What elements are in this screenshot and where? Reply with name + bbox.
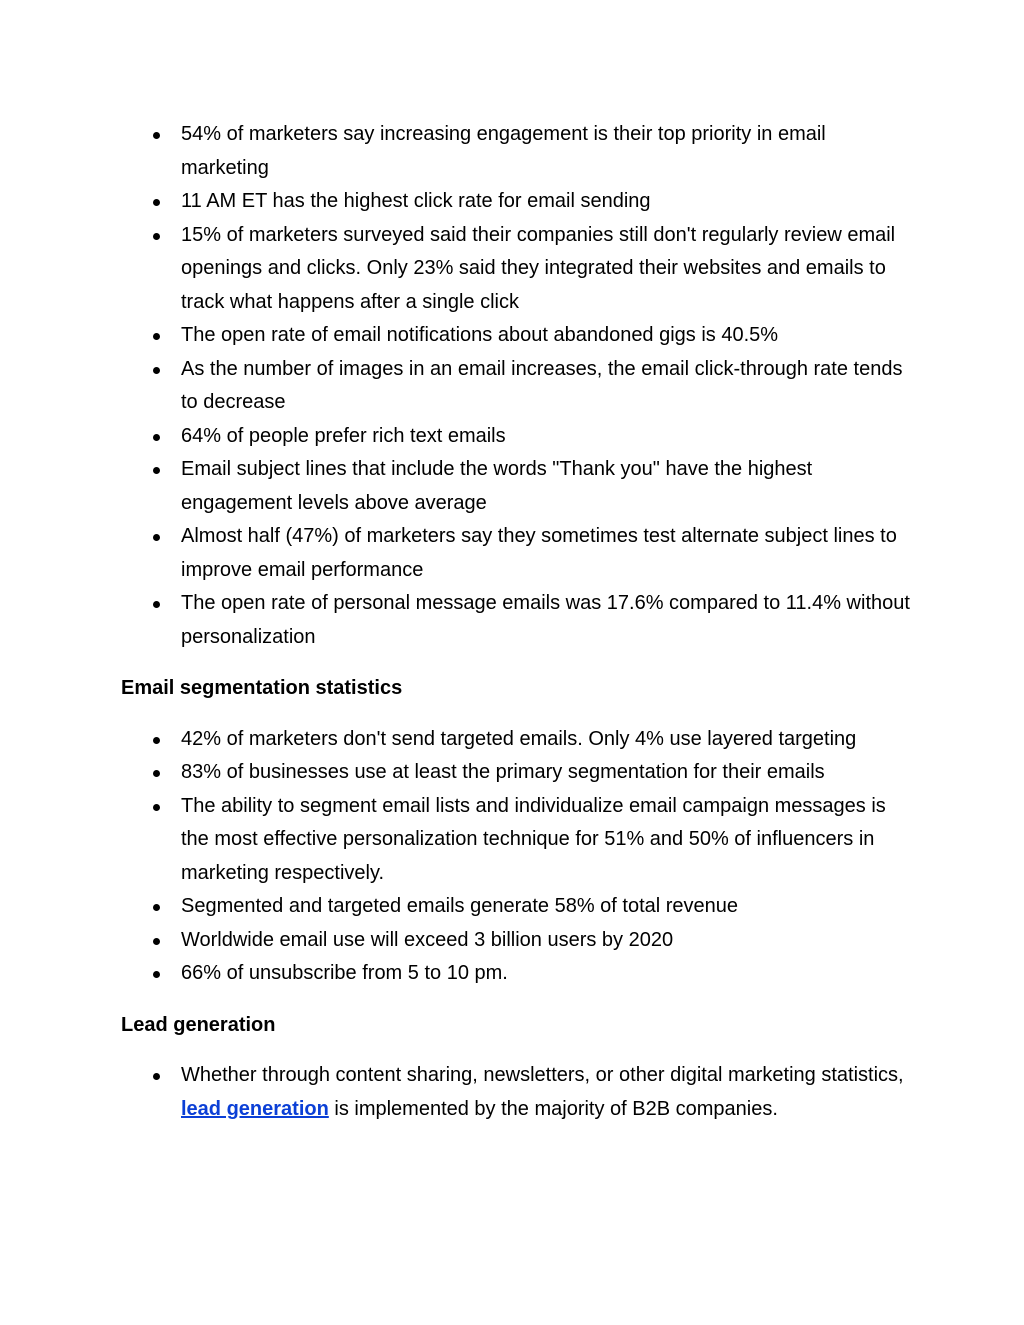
list-item: 83% of businesses use at least the primary segmentation for their emails [121,756,911,790]
section-heading-segmentation: Email segmentation statistics [121,677,403,699]
bullet-icon [153,601,160,608]
list-item: 15% of marketers surveyed said their companies still don't regularly review email openings and clicks. Only 23% said they integrated their websites and emails to track what happens after a single click [121,219,911,320]
stats-list [121,118,911,654]
list-item: Email subject lines that include the words "Thank you" have the highest engagement levels above average [121,453,911,520]
list-item: 64% of people prefer rich text emails [121,420,911,454]
list-item: Almost half (47%) of marketers say they sometimes test alternate subject lines to improve email performance [121,520,911,587]
list-item: Segmented and targeted emails generate 58% of total revenue [121,890,911,924]
segmentation-list [121,723,911,991]
list-item: 66% of unsubscribe from 5 to 10 pm. [121,957,911,991]
bullet-icon [153,534,160,541]
bullet-icon [153,938,160,945]
section-heading-lead-generation: Lead generation [121,1013,276,1036]
bullet-icon [153,467,160,474]
bullet-icon [153,971,160,978]
bullet-icon [153,333,160,340]
document-content [121,118,911,1126]
list-item: 42% of marketers don't send targeted emails. Only 4% use layered targeting [121,723,911,757]
bullet-icon [153,770,160,777]
lead-generation-list [121,1059,911,1126]
list-item: The ability to segment email lists and individualize email campaign messages is the most effective personalization technique for 51% and 50% of influencers in marketing respectively. [121,790,911,891]
lead-generation-link[interactable]: lead generation [181,1097,329,1120]
bullet-icon [153,132,160,139]
bullet-icon [153,434,160,441]
list-item: 54% of marketers say increasing engagement is their top priority in email marketing [121,118,911,185]
list-item: 11 AM ET has the highest click rate for email sending [121,185,911,219]
list-item: The open rate of email notifications about abandoned gigs is 40.5% [121,319,911,353]
list-item: Worldwide email use will exceed 3 billion users by 2020 [121,924,911,958]
bullet-icon [153,1073,160,1080]
bullet-icon [153,367,160,374]
list-item: The open rate of personal message emails was 17.6% compared to 11.4% without personalization [121,587,911,654]
bullet-icon [153,804,160,811]
list-item: As the number of images in an email increases, the email click-through rate tends to decrease [121,353,911,420]
bullet-icon [153,737,160,744]
bullet-icon [153,199,160,206]
bullet-icon [153,904,160,911]
list-item: Whether through content sharing, newsletters, or other digital marketing statistics, lead generation is implemented by the majority of B2B companies. [121,1059,911,1126]
bullet-icon [153,233,160,240]
